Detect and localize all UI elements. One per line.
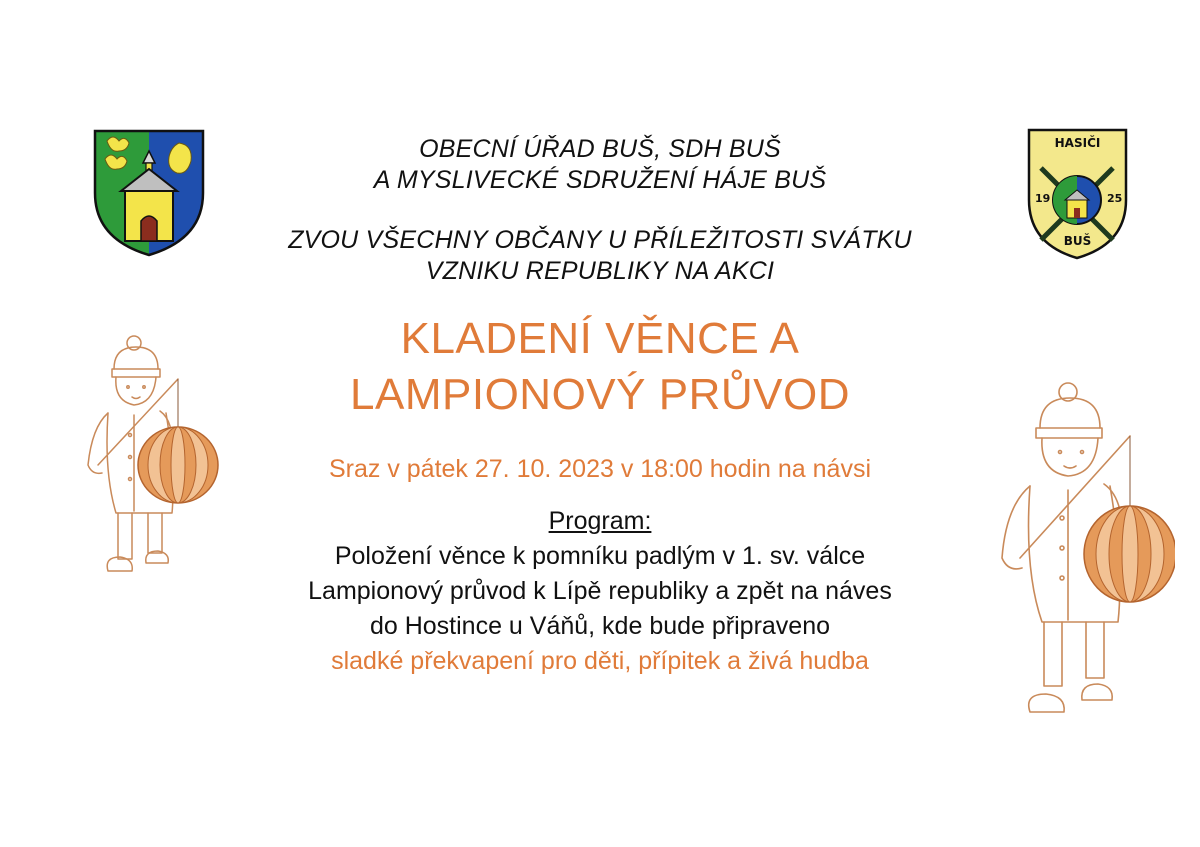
- program-line-4: sladké překvapení pro děti, přípitek a živá hudba: [331, 647, 869, 675]
- title-line-2: LAMPIONOVÝ PRŮVOD: [350, 370, 850, 419]
- program-line-3: do Hostince u Váňů, kde bude připraveno: [369, 612, 831, 640]
- header-line-2: A MYSLIVECKÉ SDRUŽENÍ HÁJE BUŠ: [373, 166, 827, 194]
- header-line-4: VZNIKU REPUBLIKY NA AKCI: [425, 257, 775, 285]
- emblem-top-text: HASIČI: [1054, 136, 1101, 150]
- event-title: [0, 311, 1200, 423]
- header-organizers: [0, 134, 1200, 196]
- program-heading: Program:: [548, 507, 652, 535]
- header-invitation: [0, 225, 1200, 287]
- program-line-1: Položení věnce k pomníku padlým v 1. sv. válce: [334, 542, 866, 570]
- header-line-3: ZVOU VŠECHNY OBČANY U PŘÍLEŽITOSTI SVÁTKU: [288, 226, 912, 254]
- emblem-year-right: 25: [1107, 192, 1123, 205]
- program-line-2: Lampionový průvod k Lípě republiky a zpět na náves: [308, 577, 892, 605]
- title-line-1: KLADENÍ VĚNCE A: [400, 314, 800, 363]
- emblem-bottom-text: BUŠ: [1063, 234, 1092, 248]
- meeting-info: Sraz v pátek 27. 10. 2023 v 18:00 hodin na návsi: [328, 455, 872, 483]
- emblem-year-left: 19: [1035, 192, 1051, 205]
- header-line-1: OBECNÍ ÚŘAD BUŠ, SDH BUŠ: [419, 135, 781, 163]
- program: [0, 504, 1200, 679]
